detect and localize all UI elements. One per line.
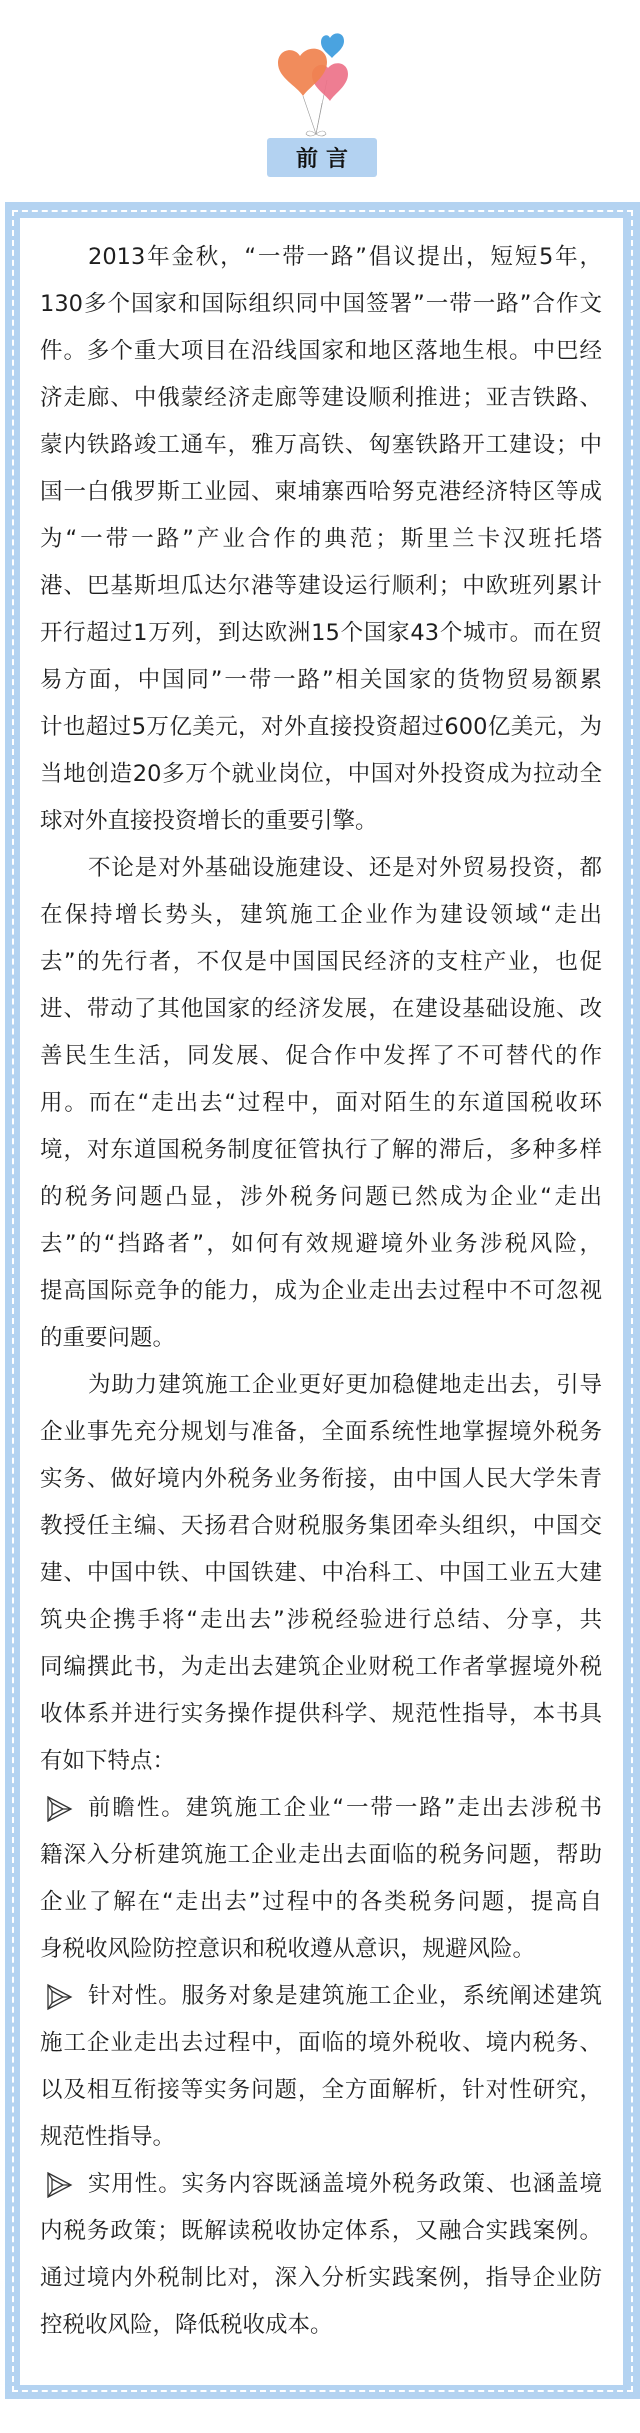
paragraph-line <box>40 1221 602 1268</box>
line-text: 的重要问题。 <box>40 1325 176 1351</box>
line-text: 当地创造20多万个就业岗位，中国对外投资成为拉动全 <box>40 761 602 787</box>
line-text: 实务、做好境内外税务业务衔接，由中国人民大学朱青 <box>40 1466 602 1492</box>
paragraph-line <box>40 1503 602 1550</box>
line-text: 开行超过1万列，到达欧洲15个国家43个城市。而在贸 <box>40 620 602 646</box>
line-text: 易方面，中国同”一带一路”相关国家的货物贸易额累 <box>40 667 602 693</box>
paragraph <box>40 845 602 1362</box>
paragraph-line <box>40 1550 602 1597</box>
paragraph-line <box>40 986 602 1033</box>
line-text: 去”的“挡路者”，如何有效规避境外业务涉税风险， <box>40 1231 602 1257</box>
triangle-play-icon <box>44 2170 74 2200</box>
feature-line <box>40 1785 602 1832</box>
paragraph-line <box>40 1033 602 1080</box>
line-text: 进、带动了其他国家的经济发展，在建设基础设施、改 <box>40 996 602 1022</box>
line-text: 收体系并进行实务操作提供科学、规范性指导，本书具 <box>40 1701 602 1727</box>
paragraph <box>40 1362 602 1785</box>
line-text: 为助力建筑施工企业更好更加稳健地走出去，引导 <box>88 1372 602 1398</box>
page-title: 前言 <box>295 147 356 172</box>
line-text: 在保持增长势头，建筑施工企业作为建设领域“走出 <box>40 902 602 928</box>
paragraph-line <box>40 939 602 986</box>
paragraph-line <box>40 845 602 892</box>
paragraph-line <box>40 1691 602 1738</box>
line-text: 蒙内铁路竣工通车，雅万高铁、匈塞铁路开工建设；中 <box>40 432 602 458</box>
line-text: 国一白俄罗斯工业园、柬埔寨西哈努克港经济特区等成 <box>40 479 602 505</box>
line-text: 以及相互衔接等实务问题，全方面解析，针对性研究， <box>40 2077 602 2103</box>
feature-line <box>40 2114 602 2161</box>
line-text: 济走廊、中俄蒙经济走廊等建设顺利推进；亚吉铁路、 <box>40 385 602 411</box>
line-text: 籍深入分析建筑施工企业走出去面临的税务问题，帮助 <box>40 1842 602 1868</box>
line-text: 130多个国家和国际组织同中国签署”一带一路”合作文 <box>40 291 602 317</box>
line-text: 筑央企携手将“走出去”涉税经验进行总结、分享，共 <box>40 1607 602 1633</box>
line-text: 去”的先行者，不仅是中国国民经济的支柱产业，也促 <box>40 949 602 975</box>
paragraph-line <box>40 1362 602 1409</box>
line-text: 规范性指导。 <box>40 2124 176 2150</box>
line-text: 不论是对外基础设施建设、还是对外贸易投资，都 <box>88 855 602 881</box>
feature-item <box>40 2161 602 2349</box>
paragraph-line <box>40 281 602 328</box>
preface-body <box>40 234 602 2349</box>
paragraph-line <box>40 892 602 939</box>
line-text: 件。多个重大项目在沿线国家和地区落地生根。中巴经 <box>40 338 602 364</box>
line-text: 前瞻性。建筑施工企业“一带一路”走出去涉税书 <box>88 1795 602 1821</box>
paragraph-line <box>40 1456 602 1503</box>
paragraph-line <box>40 1597 602 1644</box>
line-text: 用。而在“走出去“过程中，面对陌生的东道国税收环 <box>40 1090 602 1116</box>
paragraph-line <box>40 704 602 751</box>
line-text: 2013年金秋，“一带一路”倡议提出，短短5年， <box>88 244 602 270</box>
line-text: 有如下特点： <box>40 1748 176 1774</box>
feature-line <box>40 2161 602 2208</box>
paragraph-line <box>40 1127 602 1174</box>
line-text: 建、中国中铁、中国铁建、中冶科工、中国工业五大建 <box>40 1560 602 1586</box>
heart-balloons-illustration <box>270 28 370 140</box>
feature-line <box>40 1879 602 1926</box>
line-text: 港、巴基斯坦瓜达尔港等建设运行顺利；中欧班列累计 <box>40 573 602 599</box>
feature-line <box>40 2302 602 2349</box>
paragraph-line <box>40 1644 602 1691</box>
line-text: 企业了解在“走出去”过程中的各类税务问题，提高自 <box>40 1889 602 1915</box>
line-text: 计也超过5万亿美元，对外直接投资超过600亿美元，为 <box>40 714 602 740</box>
paragraph-line <box>40 1080 602 1127</box>
page-title-badge <box>267 138 377 177</box>
paragraph-line <box>40 1315 602 1362</box>
line-text: 善民生生活，同发展、促合作中发挥了不可替代的作 <box>40 1043 602 1069</box>
feature-item <box>40 1785 602 1973</box>
line-text: 境，对东道国税务制度征管执行了解的滞后，多种多样 <box>40 1137 602 1163</box>
feature-line <box>40 1832 602 1879</box>
line-text: 实用性。实务内容既涵盖境外税务政策、也涵盖境 <box>88 2171 602 2197</box>
line-text: 同编撰此书，为走出去建筑企业财税工作者掌握境外税 <box>40 1654 602 1680</box>
paragraph-line <box>40 469 602 516</box>
line-text: 企业事先充分规划与准备，全面系统性地掌握境外税务 <box>40 1419 602 1445</box>
line-text: 通过境内外税制比对，深入分析实践案例，指导企业防 <box>40 2265 602 2291</box>
paragraph-line <box>40 751 602 798</box>
line-text: 身税收风险防控意识和税收遵从意识，规避风险。 <box>40 1936 536 1962</box>
paragraph <box>40 234 602 845</box>
line-text: 为“一带一路”产业合作的典范；斯里兰卡汉班托塔 <box>40 526 602 552</box>
line-text: 针对性。服务对象是建筑施工企业，系统阐述建筑 <box>88 1983 602 2009</box>
line-text: 的税务问题凸显，涉外税务问题已然成为企业“走出 <box>40 1184 602 1210</box>
feature-line <box>40 1973 602 2020</box>
paragraph-line <box>40 1268 602 1315</box>
paragraph-line <box>40 516 602 563</box>
paragraph-line <box>40 657 602 704</box>
paragraph-line <box>40 1174 602 1221</box>
paragraph-line <box>40 798 602 845</box>
paragraph-line <box>40 328 602 375</box>
line-text: 内税务政策；既解读税收协定体系，又融合实践案例。 <box>40 2218 602 2244</box>
line-text: 控税收风险，降低税收成本。 <box>40 2312 333 2338</box>
line-text: 施工企业走出去过程中，面临的境外税收、境内税务、 <box>40 2030 602 2056</box>
feature-line <box>40 2020 602 2067</box>
feature-line <box>40 2067 602 2114</box>
triangle-play-icon <box>44 1794 74 1824</box>
paragraph-line <box>40 375 602 422</box>
line-text: 球对外直接投资增长的重要引擎。 <box>40 808 378 834</box>
feature-line <box>40 2255 602 2302</box>
triangle-play-icon <box>44 1982 74 2012</box>
line-text: 提高国际竞争的能力，成为企业走出去过程中不可忽视 <box>40 1278 602 1304</box>
feature-line <box>40 2208 602 2255</box>
feature-item <box>40 1973 602 2161</box>
line-text: 教授任主编、天扬君合财税服务集团牵头组织，中国交 <box>40 1513 602 1539</box>
paragraph-line <box>40 1738 602 1785</box>
paragraph-line <box>40 563 602 610</box>
paragraph-line <box>40 1409 602 1456</box>
paragraph-line <box>40 610 602 657</box>
paragraph-line <box>40 422 602 469</box>
feature-line <box>40 1926 602 1973</box>
paragraph-line <box>40 234 602 281</box>
